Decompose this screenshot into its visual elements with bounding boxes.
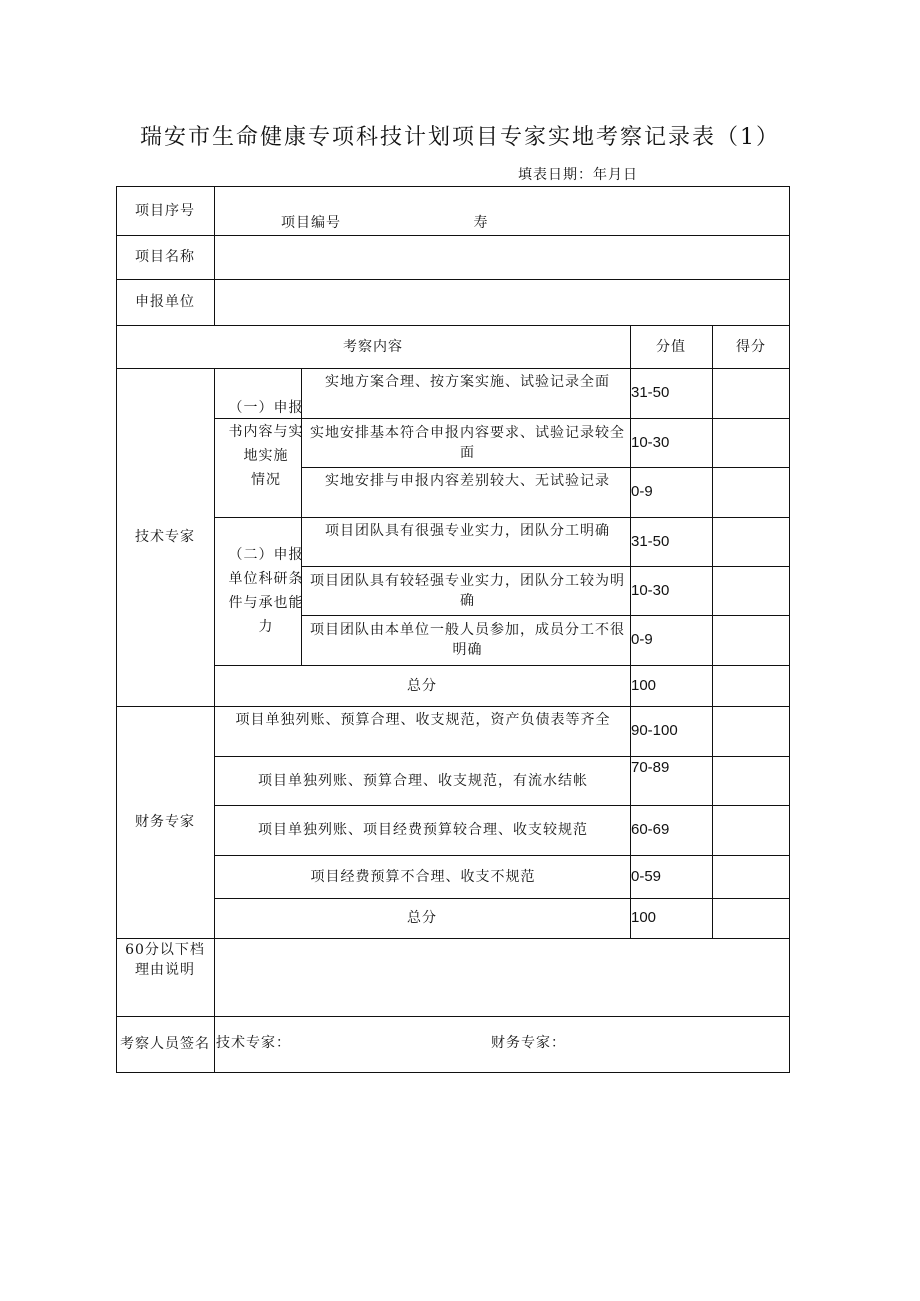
finance-expert-signature: 财务专家： [491, 1035, 566, 1051]
tech-group1-label: （一）申报书内容与实地实施 情况 [228, 399, 304, 488]
tech-row-desc: 项目团队由本单位一般人员参加，成员分工不很明确 [310, 622, 625, 658]
finance-row-desc: 项目单独列账、项目经费预算较合理、收支较规范 [258, 822, 588, 838]
finance-total-label: 总分 [407, 910, 437, 926]
tech-row-range: 10-30 [631, 433, 670, 451]
finance-row-desc: 项目单独列账、预算合理、收支规范，有流水结帐 [258, 772, 588, 789]
project-seq-label: 项目序号 [135, 203, 195, 219]
page-title: 瑞安市生命健康专项科技计划项目专家实地考察记录表（1） [140, 125, 780, 150]
tech-row-range: 0-9 [631, 631, 653, 648]
tech-row-range: 10-30 [631, 581, 670, 599]
tech-expert-label: 技术专家 [135, 529, 195, 545]
below60-reason-label: 60分以下档理由说明 [125, 942, 205, 978]
tech-row-desc: 实地安排与申报内容差别较大、无试验记录 [325, 473, 610, 489]
content-column-header: 考察内容 [343, 338, 403, 355]
project-no-label: 项目编号 [281, 215, 341, 231]
tech-total-label: 总分 [407, 677, 437, 694]
finance-total-value: 100 [631, 909, 657, 926]
tech-row-desc: 项目团队具有较轻强专业实力，团队分工较为明确 [310, 572, 625, 609]
score-got-column-header: 得分 [736, 338, 766, 355]
fill-date: 填表日期：年月日 [518, 167, 638, 183]
tech-group2-label: （二）申报单位科研条件与承也能力 [228, 547, 304, 635]
signature-label: 考察人员签名 [120, 1036, 210, 1052]
project-no-value: 寿 [473, 215, 489, 231]
finance-row-range: 70-89 [631, 759, 670, 776]
finance-row-desc: 项目经费预算不合理、收支不规范 [310, 868, 536, 885]
applicant-label: 申报单位 [135, 294, 195, 310]
tech-row-desc: 实地方案合理、按方案实施、试验记录全面 [325, 374, 610, 390]
inspection-form-table [116, 186, 790, 1073]
tech-row-range: 0-9 [631, 483, 653, 500]
project-name-label: 项目名称 [135, 249, 195, 265]
tech-expert-signature: 技术专家： [216, 1035, 291, 1051]
tech-row-desc: 项目团队具有很强专业实力，团队分工明确 [325, 523, 610, 539]
finance-row-range: 60-69 [631, 821, 670, 838]
tech-row-range: 31-50 [631, 384, 670, 401]
tech-total-value: 100 [631, 676, 657, 694]
tech-row-desc: 实地安排基本符合申报内容要求、试验记录较全面 [310, 424, 625, 461]
finance-row-range: 0-59 [631, 867, 662, 885]
score-value-column-header: 分值 [656, 338, 686, 355]
tech-row-range: 31-50 [631, 532, 670, 550]
finance-row-desc: 项目单独列账、预算合理、收支规范，资产负债表等齐全 [235, 712, 611, 728]
finance-expert-label: 财务专家 [135, 814, 195, 830]
finance-row-range: 90-100 [631, 722, 678, 739]
